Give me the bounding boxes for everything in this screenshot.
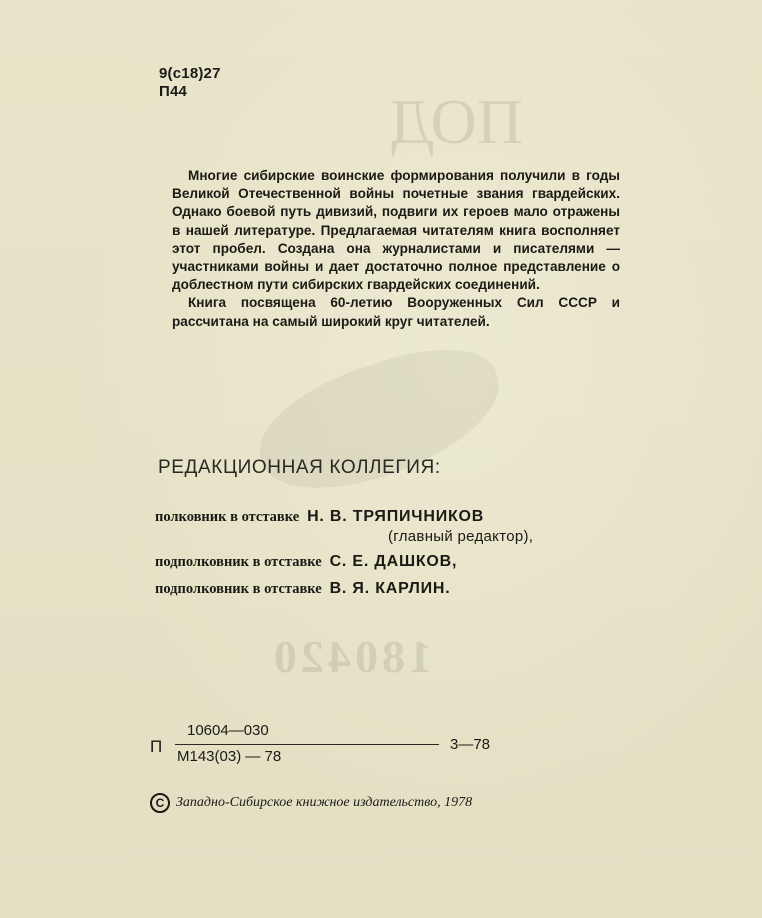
show-through-ghost-text: ПОД <box>390 86 523 157</box>
member-name: В. Я. КАРЛИН. <box>329 580 451 597</box>
editorial-board-title: РЕДАКЦИОННАЯ КОЛЛЕГИЯ: <box>158 457 441 478</box>
udc-code: 9(с18)27 <box>159 65 221 82</box>
book-annotation <box>172 167 620 331</box>
fraction-line <box>175 744 439 745</box>
index-denominator: М143(03) — 78 <box>177 748 282 765</box>
annotation-paragraph: Книга посвящена 60-летию Вооруженных Сил СССР и рассчитана на самый широкий круг читателей. <box>172 295 620 329</box>
board-member <box>155 580 451 598</box>
member-rank: подполковник в отставке <box>155 554 322 570</box>
annotation-paragraph: Многие сибирские воинские формирования получили в годы Великой Отечественной войны почетные звания гвардейских. Однако боевой путь дивизий, подвиги их героев мало отражены в нашей литературе. Предлагаемая читателям книга восполняет этот пробел. Создана она журналистами и писателями — участниками войны и дает достаточно полное представление о доблестном пути сибирских гвардейских соединений. <box>172 168 620 293</box>
show-through-ghost-image <box>244 329 516 511</box>
copyright-icon: C <box>150 793 170 813</box>
member-rank: подполковник в отставке <box>155 581 322 597</box>
board-member <box>155 508 484 526</box>
member-name: Н. В. ТРЯПИЧНИКОВ <box>307 508 485 525</box>
member-name: С. Е. ДАШКОВ, <box>329 553 458 570</box>
board-member <box>155 553 457 571</box>
member-rank: полковник в отставке <box>155 509 300 525</box>
index-letter: П <box>150 737 163 756</box>
index-right: 3—78 <box>450 736 491 753</box>
cutter-code: П44 <box>159 83 188 100</box>
classification-code <box>159 65 221 101</box>
member-role-note: (главный редактор), <box>388 528 534 545</box>
index-numerator: 10604—030 <box>187 722 269 739</box>
copyright-line <box>150 793 472 813</box>
show-through-ghost-stamp: 180420 <box>270 631 432 682</box>
copyright-text: Западно-Сибирское книжное издательство, 1978 <box>176 795 473 810</box>
